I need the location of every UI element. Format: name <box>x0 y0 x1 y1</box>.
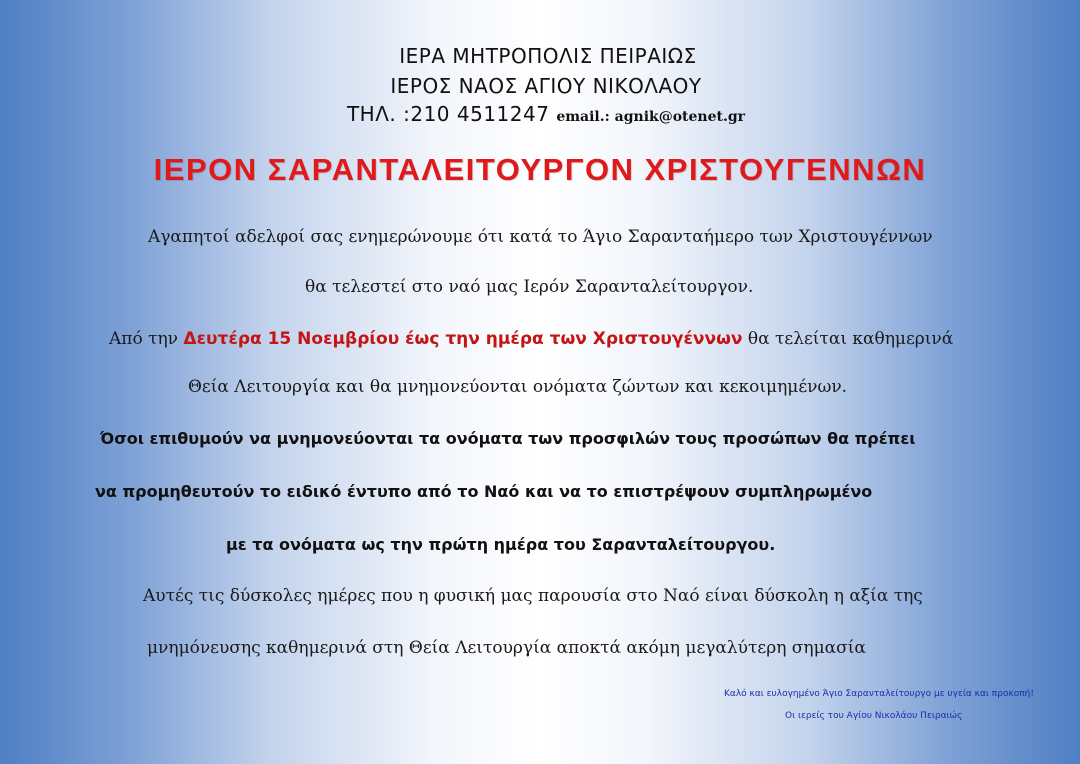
footer-signature: Οι ιερείς του Αγίου Νικολάου Πειραιώς <box>785 711 963 721</box>
paragraph-line-1: Αγαπητοί αδελφοί σας ενημερώνουμε ότι κατά το Άγιο Σαρανταήμερο των Χριστουγέννων <box>148 227 933 247</box>
paragraph-line-7: με τα ονόματα ως την πρώτη ημέρα του Σαρανταλείτουργου. <box>226 535 776 554</box>
line-3-prefix: Από την <box>109 329 184 349</box>
date-highlight: Δευτέρα 15 Νοεμβρίου έως την ημέρα των Χριστουγέννων <box>183 329 743 349</box>
paragraph-line-4: Θεία Λειτουργία και θα μνημονεύονται ονόματα ζώντων και κεκοιμημένων. <box>188 377 848 397</box>
paragraph-line-2: θα τελεστεί στο ναό μας Ιερόν Σαρανταλείτουργον. <box>305 277 754 297</box>
paragraph-line-3 <box>109 329 953 349</box>
header-contact <box>6 102 1080 126</box>
footer-wish: Καλό και ευλογημένο Άγιο Σαρανταλείτουργο με υγεία και προκοπή! <box>724 689 1034 699</box>
line-3-suffix: θα τελείται καθημερινά <box>742 329 954 349</box>
header-church-name: ΙΕΡΟΣ ΝΑΟΣ ΑΓΙΟΥ ΝΙΚΟΛΑΟΥ <box>390 74 702 98</box>
paragraph-line-5: Όσοι επιθυμούν να μνημονεύονται τα ονόματα των προσφιλών τους προσώπων θα πρέπει <box>100 429 916 448</box>
paragraph-line-6: να προμηθευτούν το ειδικό έντυπο από το Ναό και να το επιστρέψουν συμπληρωμένο <box>95 482 873 501</box>
header-email: email.: agnik@otenet.gr <box>556 109 746 125</box>
paragraph-line-8: Αυτές τις δύσκολες ημέρες που η φυσική μας παρουσία στο Ναό είναι δύσκολη η αξία της <box>143 586 923 606</box>
paragraph-line-9: μνημόνευσης καθημερινά στη Θεία Λειτουργία αποκτά ακόμη μεγαλύτερη σημασία <box>147 638 866 658</box>
main-title: ΙΕΡΟΝ ΣΑΡΑΝΤΑΛΕΙΤΟΥΡΓΟΝ ΧΡΙΣΤΟΥΓΕΝΝΩΝ <box>153 152 927 187</box>
header-metropolis: ΙΕΡΑ ΜΗΤΡΟΠΟΛΙΣ ΠΕΙΡΑΙΩΣ <box>399 44 697 68</box>
header-phone: ΤΗΛ. :210 4511247 <box>346 102 550 126</box>
